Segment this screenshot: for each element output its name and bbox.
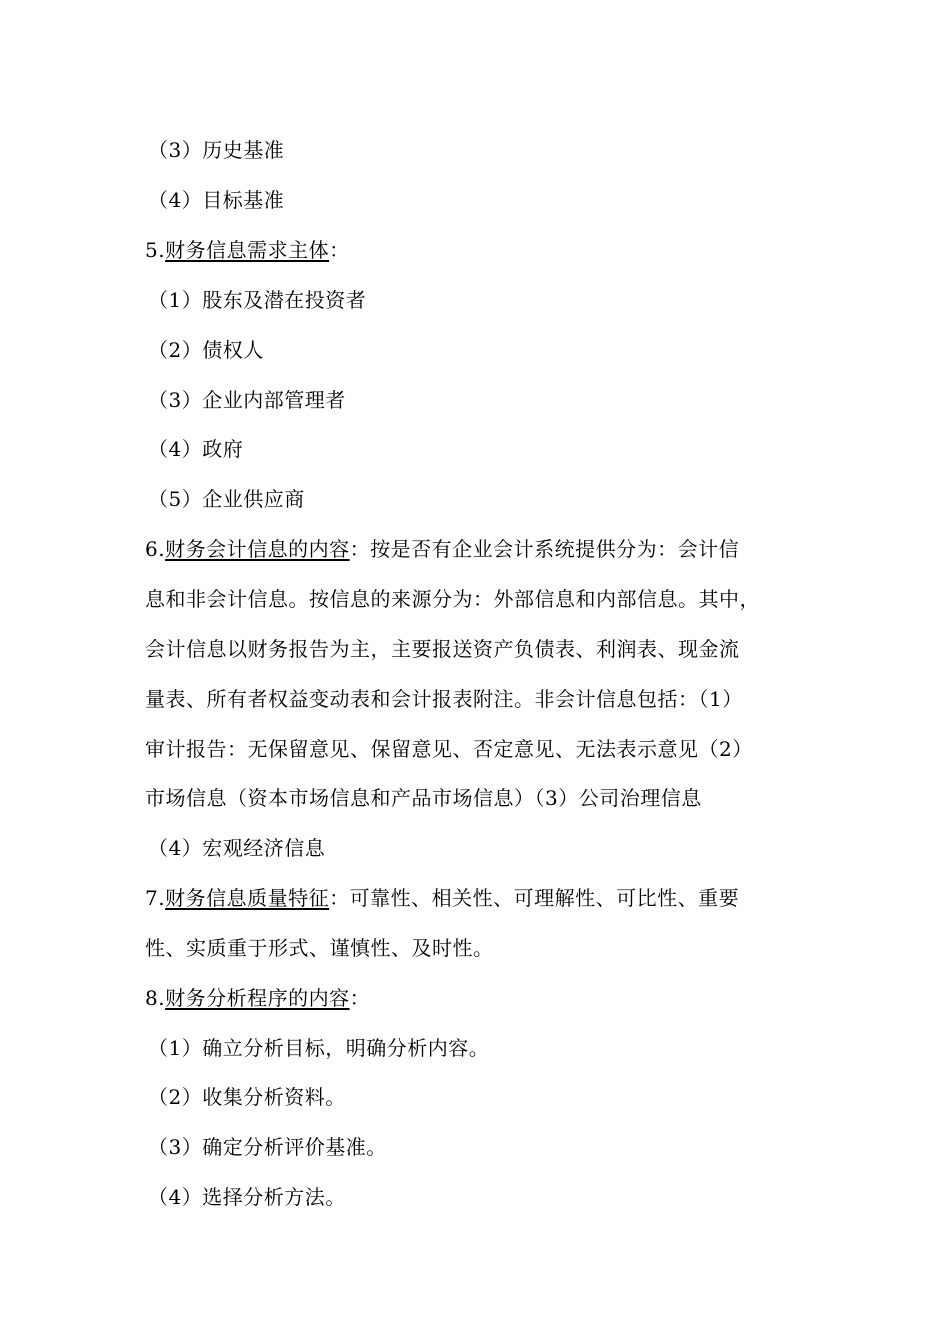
paragraph-line: 息和非会计信息。按信息的来源分为：外部信息和内部信息。其中， (145, 587, 760, 611)
list-item: （4）选择分析方法。 (148, 1185, 346, 1209)
section-heading-6 (145, 537, 739, 561)
list-item: （3）企业内部管理者 (148, 388, 346, 412)
section-heading-5 (145, 238, 350, 262)
list-item: （2）收集分析资料。 (148, 1085, 346, 1109)
list-item: （4）目标基准 (148, 188, 285, 212)
section-number: 5. (145, 238, 166, 262)
section-text: ：按是否有企业会计系统提供分为：会计信 (349, 537, 740, 561)
paragraph-line: （4）宏观经济信息 (148, 836, 326, 860)
list-item: （5）企业供应商 (148, 487, 305, 511)
section-text: ：可靠性、相关性、可理解性、可比性、重要 (329, 886, 740, 910)
section-heading-8 (145, 986, 370, 1010)
paragraph-line: 市场信息（资本市场信息和产品市场信息）（3）公司治理信息 (145, 786, 702, 810)
list-item: （3）确定分析评价基准。 (148, 1135, 387, 1159)
section-title: 财务会计信息的内容 (165, 537, 350, 561)
list-item: （1）确立分析目标，明确分析内容。 (148, 1036, 490, 1060)
section-colon: ： (329, 238, 350, 262)
paragraph-line: 量表、所有者权益变动表和会计报表附注。非会计信息包括：（1） (145, 687, 743, 711)
paragraph-line: 会计信息以财务报告为主，主要报送资产负债表、利润表、现金流 (145, 637, 740, 661)
section-colon: ： (349, 986, 371, 1010)
paragraph-line: 审计报告：无保留意见、保留意见、否定意见、无法表示意见（2） (145, 737, 753, 761)
section-title: 财务分析程序的内容 (165, 986, 350, 1010)
section-heading-7 (145, 886, 739, 910)
list-item: （1）股东及潜在投资者 (148, 288, 367, 312)
list-item: （3）历史基准 (148, 138, 285, 162)
section-number: 7. (145, 886, 166, 910)
list-item: （2）债权人 (148, 338, 264, 362)
list-item: （4）政府 (148, 437, 244, 461)
section-title: 财务信息需求主体 (165, 238, 330, 262)
paragraph-line: 性、实质重于形式、谨慎性、及时性。 (145, 936, 494, 960)
section-number: 8. (145, 986, 166, 1010)
section-number: 6. (145, 537, 166, 561)
section-title: 财务信息质量特征 (165, 886, 330, 910)
